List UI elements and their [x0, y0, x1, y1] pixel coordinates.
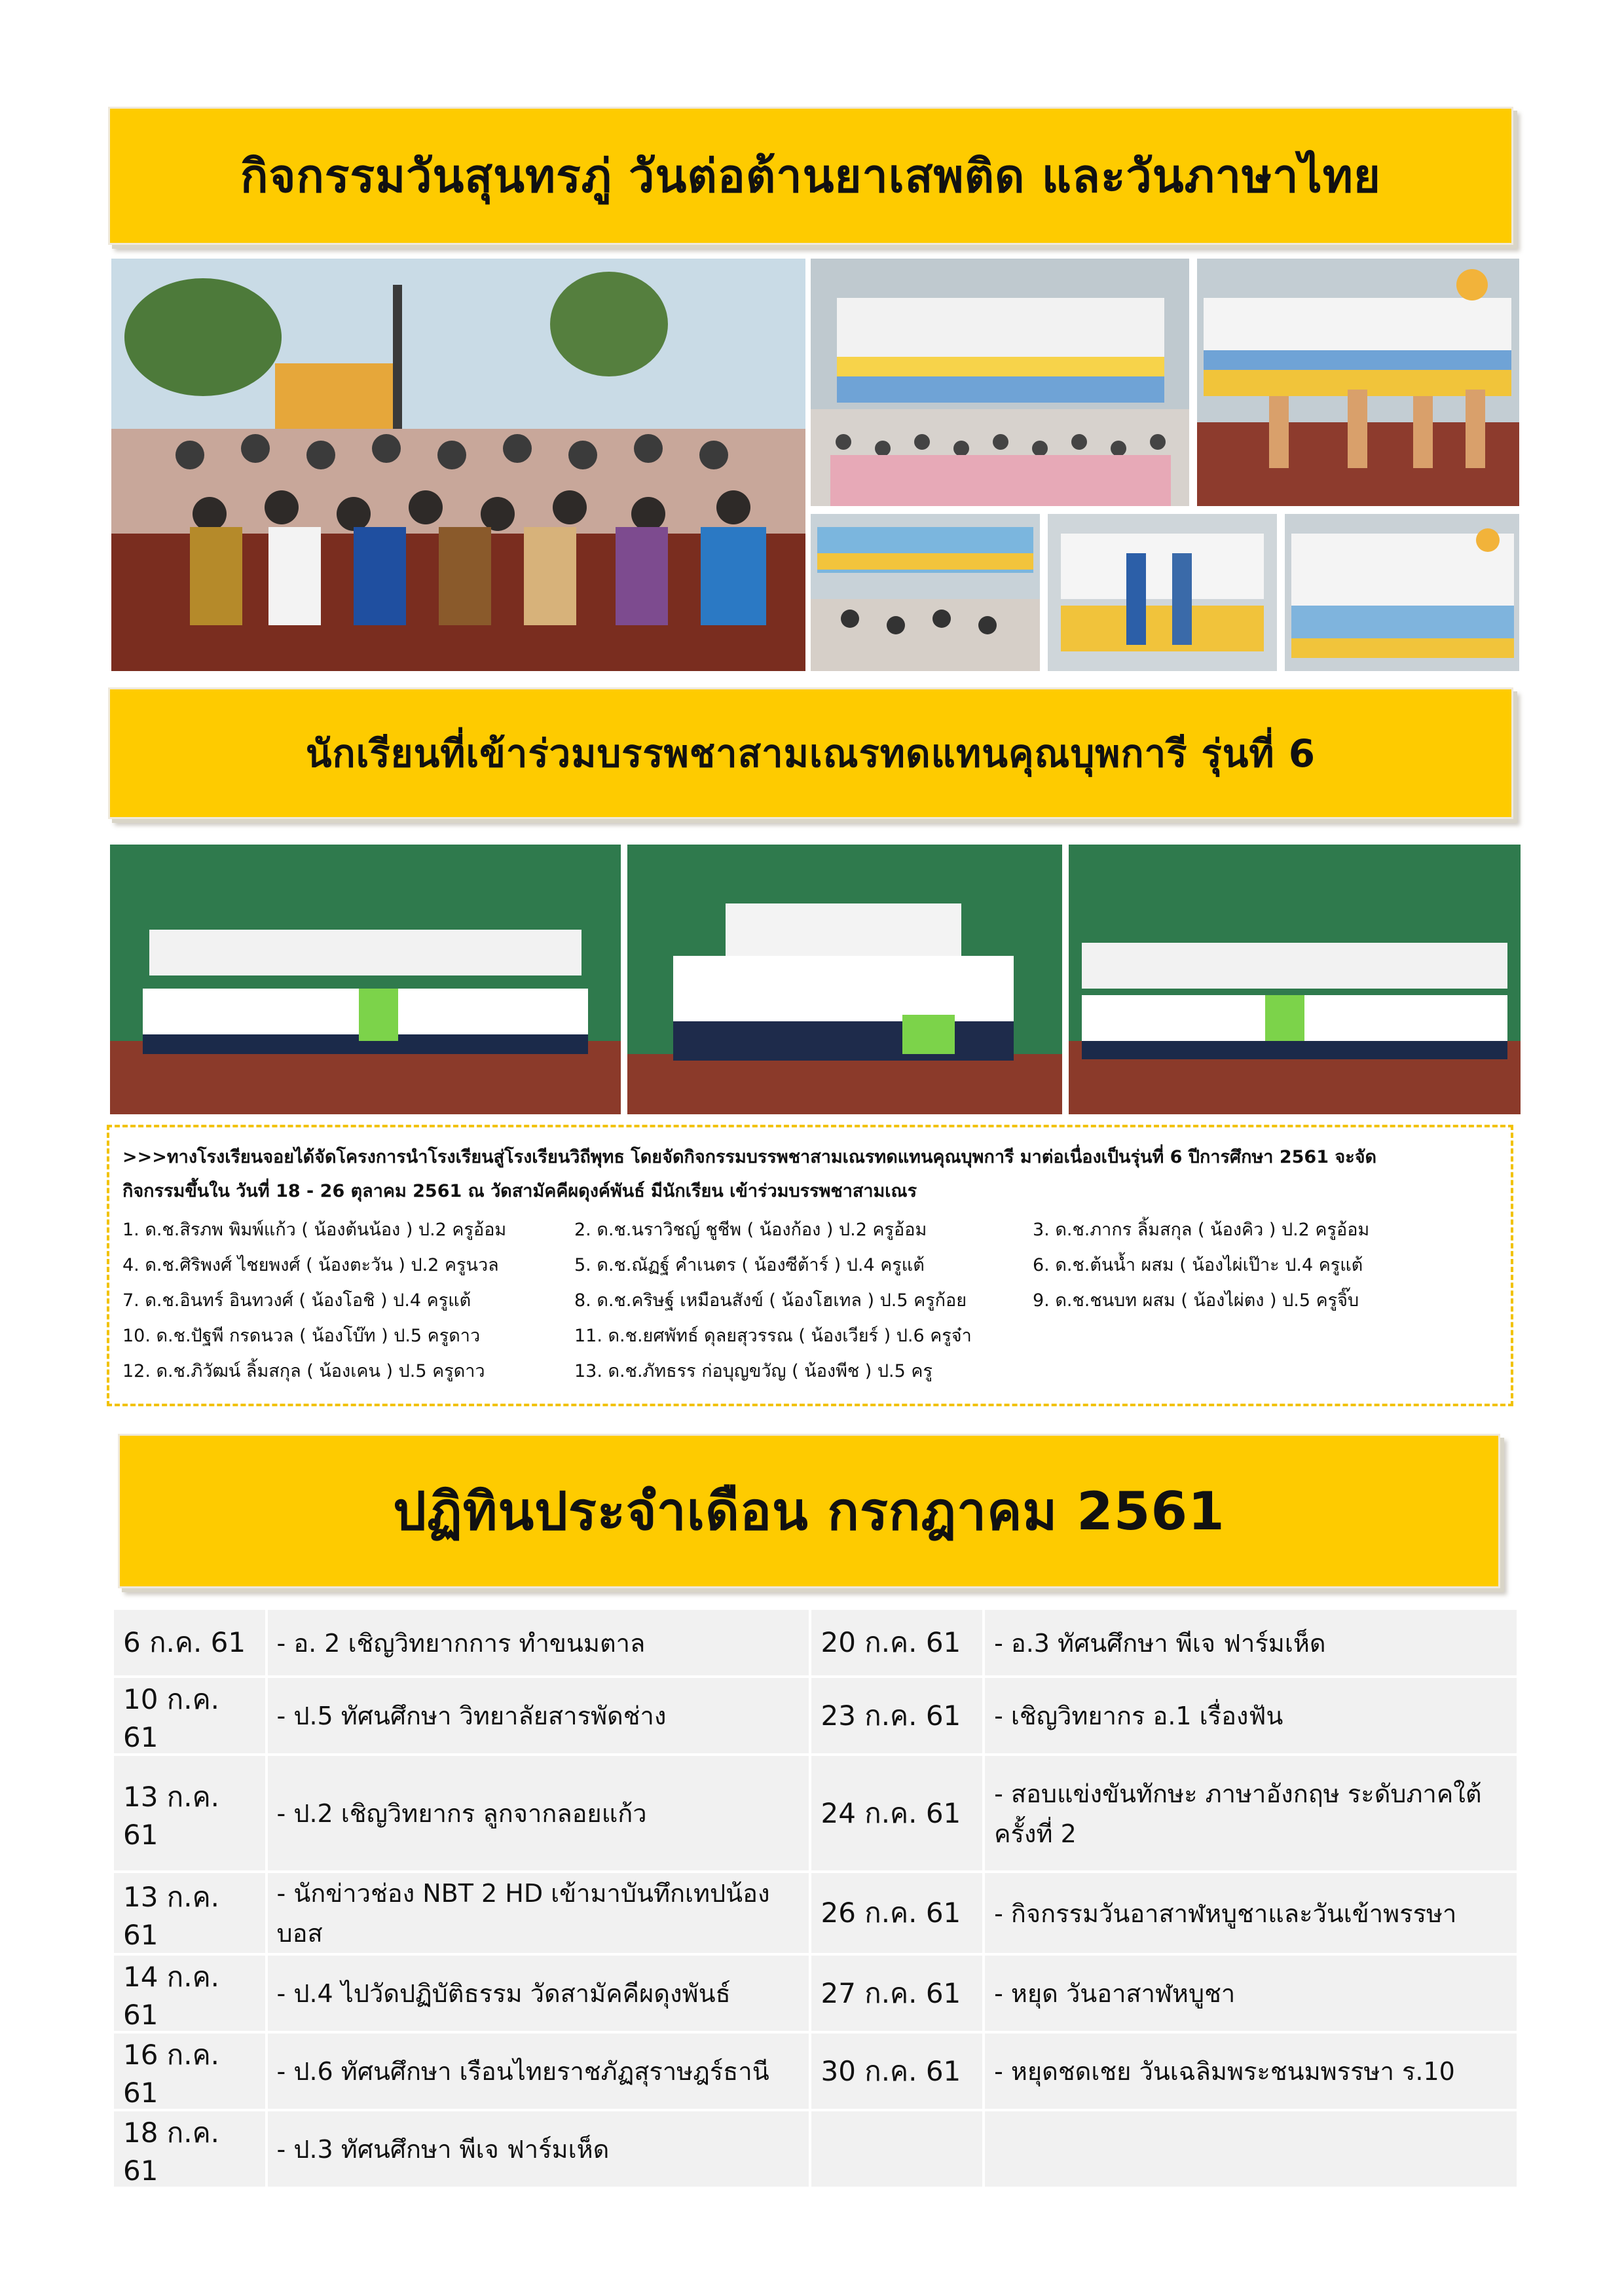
photo-group-costumes — [111, 259, 805, 671]
table-row — [114, 1678, 1517, 1753]
student-item: 6. ด.ช.ต้นน้ำ ผสม ( น้องไผ่เป๊าะ ป.4 ครูแต้ — [1033, 1255, 1363, 1275]
activities-banner — [108, 107, 1513, 245]
student-item: 1. ด.ช.สิรภพ พิมพ์แก้ว ( น้องต้นน้อง ) ป.2 ครูอ้อม — [122, 1220, 507, 1240]
photo-students-seated — [811, 514, 1040, 671]
event-date: 6 ก.ค. 61 — [114, 1610, 265, 1675]
table-row — [114, 1873, 1517, 1953]
event-date: 20 ก.ค. 61 — [811, 1610, 982, 1675]
event-date: 16 ก.ค. 61 — [114, 2033, 265, 2109]
student-item: 2. ด.ช.นราวิชญ์ ชูชีพ ( น้องก้อง ) ป.2 ครูอ้อม — [574, 1220, 927, 1240]
event-date: 24 ก.ค. 61 — [811, 1756, 982, 1870]
event-date: 13 ก.ค. 61 — [114, 1873, 265, 1953]
event-date: 23 ก.ค. 61 — [811, 1678, 982, 1753]
student-item: 10. ด.ช.ปัฐพี กรดนวล ( น้องโบ๊ท ) ป.5 ครูดาว — [122, 1326, 481, 1346]
calendar-table — [111, 1607, 1519, 2189]
student-item: 13. ด.ช.ภัทธรร ก่อบุญขวัญ ( น้องพีช ) ป.5 ครู — [574, 1361, 932, 1381]
event-description: - หยุดชดเชย วันเฉลิมพระชนมพรรษา ร.10 — [985, 2033, 1517, 2109]
table-row — [114, 1956, 1517, 2031]
event-description: - ป.4 ไปวัดปฏิบัติธรรม วัดสามัคคีผดุงพันธ์ — [268, 1956, 809, 2031]
student-item — [1033, 1319, 1491, 1354]
event-description: - กิจกรรมวันอาสาฬหบูชาและวันเข้าพรรษา — [985, 1873, 1517, 1953]
event-date: 27 ก.ค. 61 — [811, 1956, 982, 2031]
photo-group-teachers-students-2 — [627, 845, 1062, 1114]
event-description: - สอบแข่งขันทักษะ ภาษาอังกฤษ ระดับภาคใต้ ครั้งที่ 2 — [985, 1756, 1517, 1870]
event-description: - อ.3 ทัศนศึกษา พีเจ ฟาร์มเห็ด — [985, 1610, 1517, 1675]
event-description: - นักข่าวช่อง NBT 2 HD เข้ามาบันทึกเทปน้องบอส — [268, 1873, 809, 1953]
student-item: 3. ด.ช.ภากร ลิ้มสกุล ( น้องคิว ) ป.2 ครูอ้อม — [1033, 1220, 1370, 1240]
photo-group-teachers-students-3 — [1069, 845, 1521, 1114]
calendar-title: ปฏิทินประจำเดือน กรกฎาคม 2561 — [393, 1480, 1225, 1542]
calendar-banner — [118, 1434, 1500, 1588]
event-date: 26 ก.ค. 61 — [811, 1873, 982, 1953]
event-date: 18 ก.ค. 61 — [114, 2111, 265, 2187]
activities-title: กิจกรรมวันสุนทรภู่ วันต่อต้านยาเสพติด และวันภาษาไทย — [240, 149, 1381, 203]
event-description: - เชิญวิทยากร อ.1 เรื่องฟัน — [985, 1678, 1517, 1753]
ordination-notice — [107, 1125, 1513, 1406]
notice-intro-line1: >>>ทางโรงเรียนจอยได้จัดโครงการนำโรงเรียนสู่โรงเรียนวิถีพุทธ โดยจัดกิจกรรมบรรพชาสามเณรทดแทนคุณบุพการี มาต่อเนื่องเป็นรุ่นที่ 6 ปีการศึกษา 2561 จะจัด — [122, 1147, 1377, 1167]
event-description: - หยุด วันอาสาฬหบูชา — [985, 1956, 1517, 2031]
notice-intro-line2: กิจกรรมขึ้นใน วันที่ 18 - 26 ตุลาคม 2561 ณ วัดสามัคคีผดุงค์พันธ์ มีนักเรียน เข้าร่วมบรรพชาสามเณร — [122, 1181, 917, 1201]
student-item: 7. ด.ช.อินทร์ อินทวงศ์ ( น้องโอชิ ) ป.4 ครูแต้ — [122, 1290, 471, 1311]
ordination-banner — [108, 687, 1513, 819]
table-row — [114, 1610, 1517, 1675]
table-row — [114, 2033, 1517, 2109]
table-row — [114, 1756, 1517, 1870]
photo-stage-ceremony — [811, 259, 1189, 506]
table-row — [114, 2111, 1517, 2187]
event-description: - ป.3 ทัศนศึกษา พีเจ ฟาร์มเห็ด — [268, 2111, 809, 2187]
event-description: - ป.6 ทัศนศึกษา เรือนไทยราชภัฏสุราษฎร์ธานี — [268, 2033, 809, 2109]
event-description: - อ. 2 เชิญวิทยากการ ทำขนมตาล — [268, 1610, 809, 1675]
photo-group-teachers-students-1 — [110, 845, 621, 1114]
photo-dance-performance — [1197, 259, 1519, 506]
event-description: - ป.5 ทัศนศึกษา วิทยาลัยสารพัดช่าง — [268, 1678, 809, 1753]
event-date — [811, 2111, 982, 2187]
student-item: 8. ด.ช.คริษฐ์ เหมือนสังข์ ( น้องโฮเทล ) ป.5 ครูก้อย — [574, 1290, 967, 1311]
event-date: 30 ก.ค. 61 — [811, 2033, 982, 2109]
student-item — [1033, 1354, 1491, 1389]
student-item: 5. ด.ช.ณัฏฐ์ คำเนตร ( น้องซีต้าร์ ) ป.4 ครูแต้ — [574, 1255, 925, 1275]
photo-stage-presenters — [1048, 514, 1277, 671]
student-item: 12. ด.ช.ภิวัฒน์ ลิ้มสกุล ( น้องเคน ) ป.5 ครูดาว — [122, 1361, 485, 1381]
ordination-title: นักเรียนที่เข้าร่วมบรรพชาสามเณรทดแทนคุณบุพการี รุ่นที่ 6 — [305, 731, 1316, 776]
event-date: 14 ก.ค. 61 — [114, 1956, 265, 2031]
student-item: 9. ด.ช.ชนบท ผสม ( น้องไผ่ตง ) ป.5 ครูจิ๊บ — [1033, 1290, 1359, 1311]
student-item: 11. ด.ช.ยศพัทธ์ ดุลยสุวรรณ ( น้องเวียร์ ) ป.6 ครูจ๋า — [574, 1326, 972, 1346]
event-description — [985, 2111, 1517, 2187]
event-description: - ป.2 เชิญวิทยากร ลูกจากลอยแก้ว — [268, 1756, 809, 1870]
event-date: 13 ก.ค. 61 — [114, 1756, 265, 1870]
student-list — [122, 1212, 1496, 1389]
student-item: 4. ด.ช.ศิริพงศ์ ไชยพงศ์ ( น้องตะวัน ) ป.2 ครูนวล — [122, 1255, 499, 1275]
event-date: 10 ก.ค. 61 — [114, 1678, 265, 1753]
photo-stage-decorations — [1285, 514, 1519, 671]
